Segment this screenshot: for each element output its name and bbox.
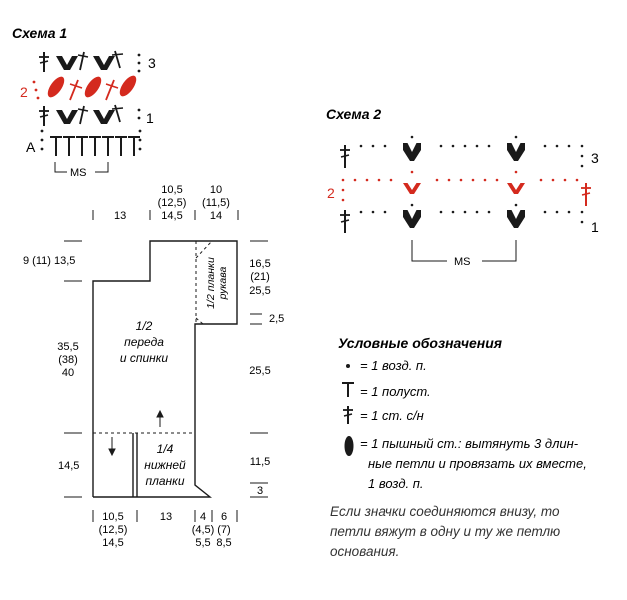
dim-right-mid: 25,5 xyxy=(249,365,271,377)
tr-stitch-icon xyxy=(343,406,353,424)
direction-arrow-icon xyxy=(157,411,163,427)
dim-bottom-d1-3: 5,5 xyxy=(195,537,211,549)
label-placket-1: 1/4 xyxy=(156,442,174,456)
note xyxy=(330,504,560,559)
dim-top-mid-3: 14,5 xyxy=(161,210,183,222)
sc-stitch-icon xyxy=(76,137,88,156)
label-placket-3: планки xyxy=(145,474,185,488)
chain-dot-row xyxy=(342,171,579,202)
dim-bottom-d2-1: 6 xyxy=(220,511,228,523)
sc-stitch-icon xyxy=(115,137,127,156)
chain-dot-row xyxy=(360,204,584,224)
note-line-1: Если значки соединяются внизу, то xyxy=(330,504,560,519)
v-stitch-icon xyxy=(93,110,115,124)
direction-arrow-icon xyxy=(109,437,115,455)
scheme-2-title: Схема 2 xyxy=(326,106,382,122)
label-main-1: 1/2 xyxy=(135,319,153,333)
scheme-1-repeat-label: MS xyxy=(70,167,87,179)
legend-item-sc: = 1 полуст. xyxy=(360,384,431,399)
v-stitch-icon xyxy=(507,183,525,194)
v-stitch-icon xyxy=(56,110,78,124)
puff-stitch-icon xyxy=(117,73,140,99)
chain-dot-icon xyxy=(33,81,40,100)
puff-stitch-icon xyxy=(45,74,68,100)
dim-right-top-3: 25,5 xyxy=(249,285,271,297)
dim-left-mid-3: 40 xyxy=(61,367,75,379)
v-stitch-icon xyxy=(507,143,525,161)
tr-stitch-icon xyxy=(340,145,350,168)
sc-stitch-icon xyxy=(63,137,75,156)
row-label-a: A xyxy=(26,139,36,155)
label-placket-2: нижней xyxy=(144,458,186,472)
legend xyxy=(338,335,587,491)
v-stitch-icon xyxy=(403,183,421,194)
legend-item-puff-3: 1 возд. п. xyxy=(368,476,424,491)
dim-top-right-1: 10 xyxy=(209,184,223,196)
legend-item-chain: = 1 возд. п. xyxy=(360,358,427,373)
s2-row-label-3: 3 xyxy=(591,150,599,166)
note-line-3: основания. xyxy=(330,544,400,559)
row-label-3: 3 xyxy=(148,55,156,71)
legend-item-puff-1: = 1 пышный ст.: вытянуть 3 длин- xyxy=(360,436,579,451)
chain-dot-icon xyxy=(346,364,350,368)
dim-bottom-d2-2: (7) xyxy=(217,524,231,536)
sc-stitch-icon xyxy=(102,137,114,156)
sc-stitch-row xyxy=(50,137,140,156)
scheme-1-row-a xyxy=(26,130,141,156)
scheme-1 xyxy=(12,25,156,179)
dim-left-mid-2: (38) xyxy=(58,354,78,366)
scheme-2-repeat-label: MS xyxy=(454,256,471,268)
v-stitch-icon xyxy=(507,210,525,228)
scheme-2-row-2 xyxy=(327,171,591,206)
sc-stitch-icon xyxy=(128,137,140,156)
dim-right-top-1: 16,5 xyxy=(249,258,271,270)
scheme-2 xyxy=(326,106,599,268)
v-stitch-icon xyxy=(403,143,421,161)
legend-item-puff-2: ные петли и провязать их вместе, xyxy=(368,456,587,471)
tr-stitch-icon xyxy=(340,210,350,233)
dim-top-left: 13 xyxy=(114,210,127,222)
dim-bottom-d1-2: (4,5) xyxy=(191,524,215,536)
scheme-2-row-3 xyxy=(340,136,599,168)
dim-bottom-left-2: (12,5) xyxy=(98,524,128,536)
dim-bottom-d2-3: 8,5 xyxy=(216,537,232,549)
scheme-1-title: Схема 1 xyxy=(12,25,68,41)
dim-top-right-2: (11,5) xyxy=(202,197,230,209)
dim-bottom-left-3: 14,5 xyxy=(102,537,124,549)
dim-left-mid-1: 35,5 xyxy=(57,341,79,353)
scheme-1-row-2 xyxy=(20,73,139,100)
dim-right-bottom: 11,5 xyxy=(249,456,271,468)
chain-dot-icon xyxy=(138,109,141,120)
sc-stitch-icon xyxy=(50,137,62,156)
tr-stitch-icon xyxy=(39,106,49,126)
dim-bottom-left-1: 10,5 xyxy=(102,511,124,523)
dim-left-top: 9 (11) 13,5 xyxy=(23,255,76,267)
s2-row-label-2: 2 xyxy=(327,185,335,201)
s2-row-label-1: 1 xyxy=(591,219,599,235)
v-stitch-icon xyxy=(403,210,421,228)
legend-item-tr: = 1 ст. с/н xyxy=(360,408,424,423)
chain-dot-row xyxy=(360,136,584,168)
puff-stitch-icon xyxy=(345,436,354,456)
dim-right-tiny: 3 xyxy=(256,485,264,497)
row-label-1: 1 xyxy=(146,110,154,126)
v-stitch-icon xyxy=(93,56,115,70)
tr-stitch-icon xyxy=(39,52,49,72)
dim-top-mid-2: (12,5) xyxy=(157,197,187,209)
note-line-2: петли вяжут в одну и ту же петлю xyxy=(330,524,561,539)
sc-stitch-icon xyxy=(89,137,101,156)
chain-dot-icon xyxy=(138,54,141,73)
label-sleeve-2: рукава xyxy=(217,266,229,300)
v-stitch-icon xyxy=(56,56,78,70)
dim-bottom-mid: 13 xyxy=(159,511,173,523)
dim-left-bottom: 14,5 xyxy=(58,460,80,472)
sc-stitch-icon xyxy=(342,383,354,397)
row-label-2: 2 xyxy=(20,84,28,100)
label-sleeve xyxy=(205,257,229,309)
dim-top-mid-1: 10,5 xyxy=(161,184,183,196)
scheme-2-row-1 xyxy=(340,204,599,235)
tr-stitch-icon xyxy=(581,183,591,206)
puff-stitch-icon xyxy=(82,74,105,100)
dim-bottom-d1-1: 4 xyxy=(199,511,207,523)
dim-top-right-3: 14 xyxy=(209,210,223,222)
dim-right-top-2: (21) xyxy=(250,271,270,283)
legend-title: Условные обозначения xyxy=(338,335,503,351)
label-sleeve-1: 1/2 планки xyxy=(205,257,217,309)
dim-right-small: 2,5 xyxy=(269,313,285,325)
label-main-3: и спинки xyxy=(119,351,169,365)
garment-pattern xyxy=(23,184,284,549)
scheme-1-row-3 xyxy=(39,51,156,72)
label-main-2: переда xyxy=(124,335,164,349)
scheme-1-row-1 xyxy=(39,105,154,126)
